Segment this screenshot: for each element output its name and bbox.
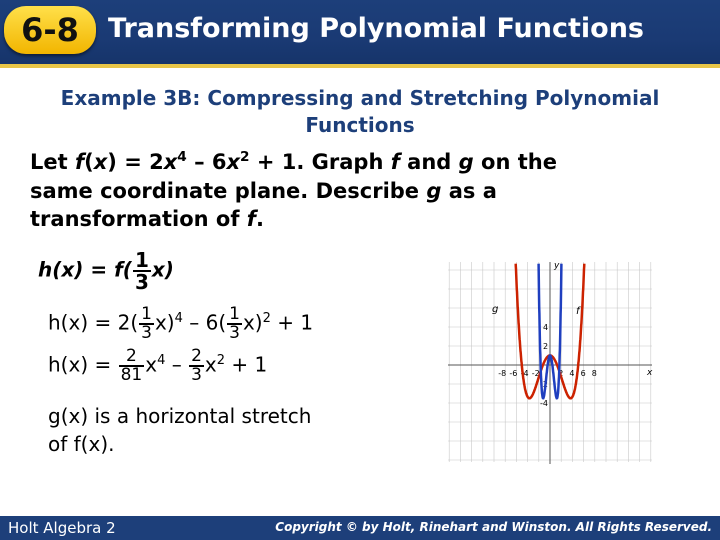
y-tick-label: -4 xyxy=(540,399,548,408)
f-curve-label: f xyxy=(576,306,580,317)
lesson-number: 6-8 xyxy=(21,11,79,49)
footer-course: Holt Algebra 2 xyxy=(8,519,116,537)
x-tick-label: -2 xyxy=(531,369,540,378)
example-title-line1: Example 3B: Compressing and Stretching Polynomial xyxy=(60,86,660,110)
g-curve-label: g xyxy=(492,304,499,315)
problem-line1: Let $f(x) = 2x^4 - 6x^2 + 1$. Graph f and g on the xyxy=(30,149,557,174)
h-equation-simplified: h(x) = $\frac{2}{81}$ $x^4$ – $\frac{2}{3}$ $x^2 + 1$ xyxy=(48,346,268,385)
problem-line3: transformation of f. xyxy=(30,207,264,231)
lesson-badge xyxy=(4,6,96,54)
x-tick-label: -6 xyxy=(509,369,518,378)
y-tick-label: 2 xyxy=(543,342,549,351)
example-title-line2: Functions xyxy=(305,113,415,137)
y-tick-label: -2 xyxy=(540,380,548,389)
conclusion-line1: g(x) is a horizontal stretch xyxy=(48,404,312,428)
h-equation-substituted: h(x) = 2( $\frac{1}{3}$ x)$^4$ – 6( $\frac{1}{3}$ x)$^2$ + 1 xyxy=(48,304,314,343)
x-tick-label: 6 xyxy=(580,369,586,378)
y-tick-label: 4 xyxy=(543,323,549,332)
title-bar xyxy=(0,0,720,64)
x-tick-label: 8 xyxy=(591,369,597,378)
h-definition: h(x) = f( $\frac{1}{3}$ x) xyxy=(38,248,174,294)
x-tick-label: 2 xyxy=(558,369,564,378)
x-tick-label: -4 xyxy=(520,369,529,378)
x-tick-label: -8 xyxy=(498,369,507,378)
x-axis-label: x xyxy=(647,368,653,378)
lesson-title: Transforming Polynomial Functions xyxy=(108,13,645,44)
coordinate-graph xyxy=(446,258,658,468)
y-axis-label: y xyxy=(554,261,560,271)
graph-axes xyxy=(448,262,652,464)
header-divider xyxy=(0,64,720,68)
footer-bar xyxy=(0,516,720,540)
problem-line2: same coordinate plane. Describe g as a xyxy=(30,179,497,203)
footer-copyright: Copyright © by Holt, Rinehart and Winston. All Rights Reserved. xyxy=(275,520,712,534)
conclusion-line2: of f(x). xyxy=(48,432,115,456)
x-tick-label: 4 xyxy=(569,369,575,378)
